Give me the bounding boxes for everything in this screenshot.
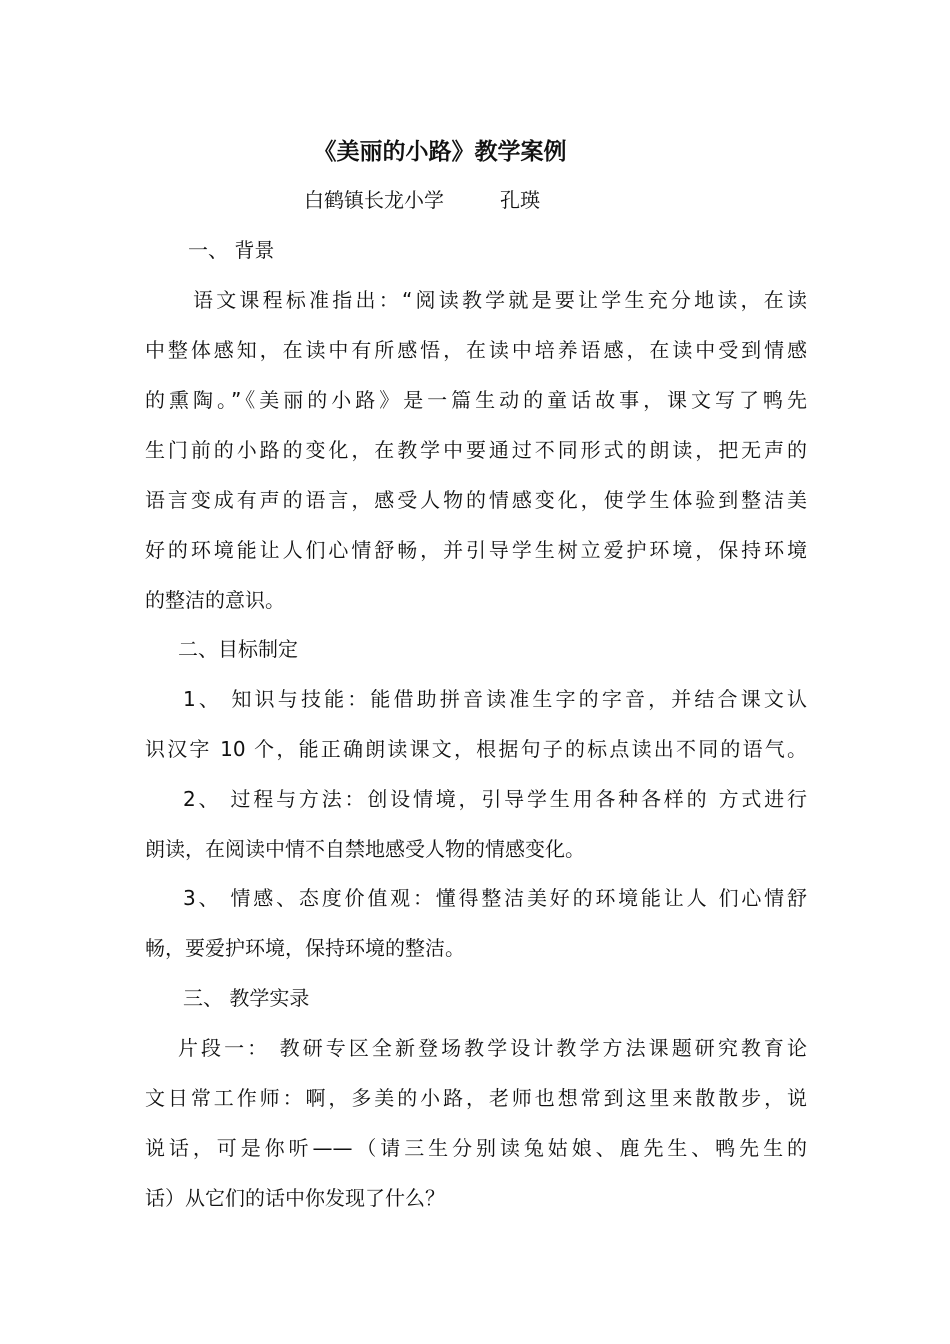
paragraph-line: 话）从它们的话中你发现了什么？ [145,1186,445,1210]
goal-item-line: 1、 知识与技能：能借助拼音读准生字的字音，并结合课文认 [183,687,807,711]
paragraph-line: 片段一： 教研专区全新登场教学设计教学方法课题研究教育论 [178,1036,807,1060]
paragraph-line: 好的环境能让人们心情舒畅，并引导学生树立爱护环境，保持环境 [145,538,807,562]
paragraph-line: 语文课程标准指出：“阅读教学就是要让学生充分地读，在读 [193,288,807,312]
author-line [304,183,540,217]
author-school: 白鹤镇长龙小学 [304,188,444,212]
paragraph-line: 的整洁的意识。 [145,588,285,612]
author-name: 孔瑛 [500,188,540,212]
section-heading-goals: 二、目标制定 [178,637,298,661]
paragraph-line: 中整体感知，在读中有所感悟，在读中培养语感，在读中受到情感 [145,338,807,362]
section-heading-record: 三、 教学实录 [183,986,310,1010]
paragraph-line: 生门前的小路的变化，在教学中要通过不同形式的朗读，把无声的 [145,438,807,462]
goal-item-line: 3、 情感、态度价值观：懂得整洁美好的环境能让人 们心情舒 [183,886,807,910]
paragraph-line: 说话，可是你听——（请三生分别读兔姑娘、鹿先生、鸭先生的 [145,1136,807,1160]
goal-item-line: 2、 过程与方法：创设情境，引导学生用各种各样的 方式进行 [183,787,807,811]
goal-item-line: 朗读，在阅读中情不自禁地感受人物的情感变化。 [145,837,585,861]
paragraph-line: 文日常工作师：啊，多美的小路，老师也想常到这里来散散步，说 [145,1086,807,1110]
document-title: 《美丽的小路》教学案例 [313,139,567,165]
section-heading-background: 一、 背景 [188,238,275,262]
goal-item-line: 识汉字 10 个，能正确朗读课文，根据句子的标点读出不同的语气。 [145,737,807,761]
goal-item-line: 畅，要爱护环境，保持环境的整洁。 [145,936,465,960]
paragraph-line: 的熏陶。”《美丽的小路》是一篇生动的童话故事，课文写了鸭先 [145,388,807,412]
paragraph-line: 语言变成有声的语言，感受人物的情感变化，使学生体验到整洁美 [145,488,807,512]
